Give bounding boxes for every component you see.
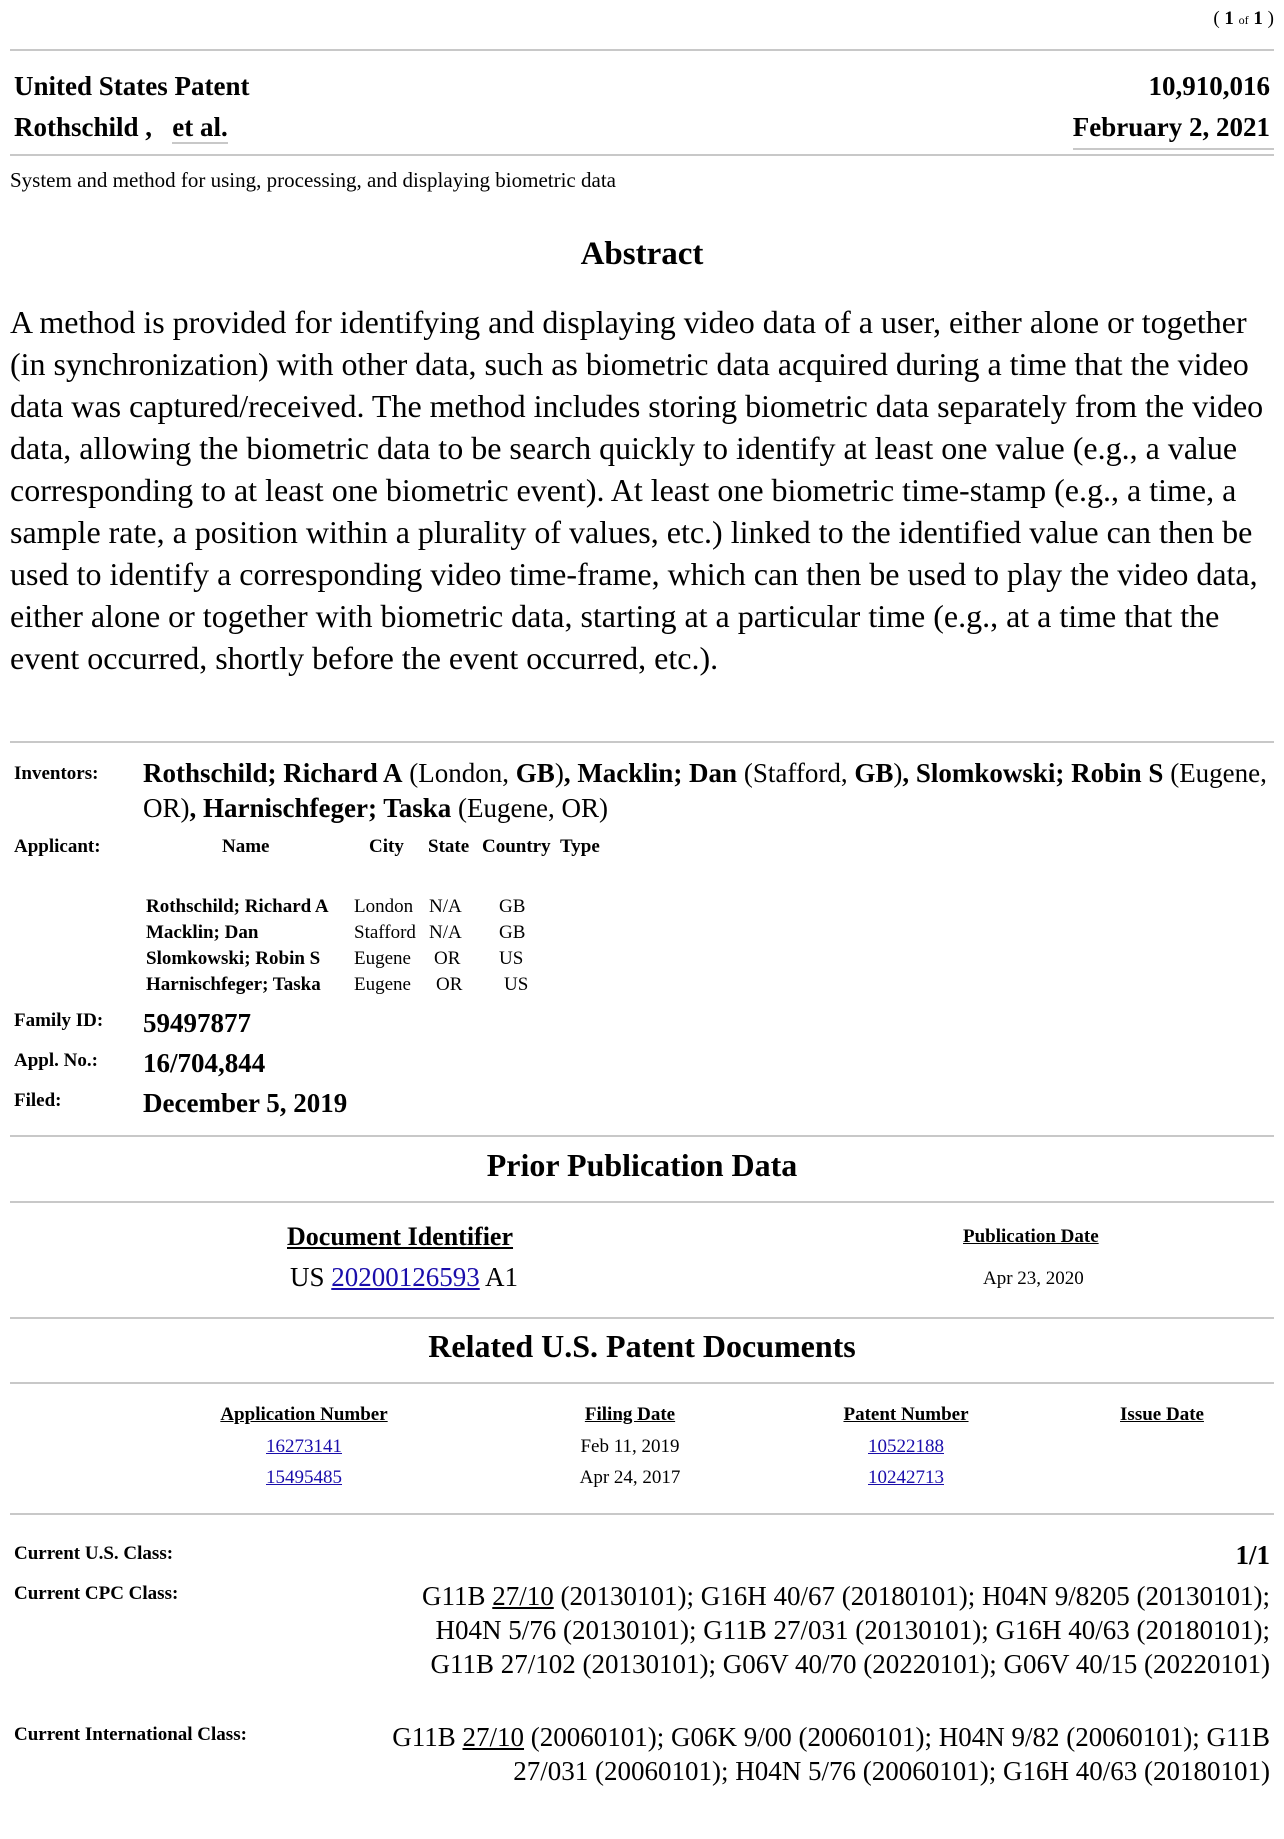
divider (10, 1135, 1274, 1137)
patent-number-link[interactable]: 10522188 (868, 1436, 944, 1457)
divider (10, 154, 1274, 156)
inventor-name: Rothschild; Richard A (143, 758, 403, 788)
applicant-country: US (504, 974, 529, 995)
divider (10, 1201, 1274, 1203)
issue-date: February 2, 2021 (1073, 107, 1274, 150)
applicant-city: Eugene (354, 974, 411, 995)
patent-office-title: United States Patent (14, 71, 250, 101)
applicant-country: US (499, 948, 524, 969)
abstract-text: A method is provided for identifying and displaying video data of a user, either alone or together (in synchronization) with other data, such as biometric data acquired during a time that the video data was captured/received. The method includes storing biometric data separately from the video data, allowing the biometric data to be search quickly to identify at least one value (e.g., a value corresponding to at least one biometric event). At least one biometric time-stamp (e.g., a time, a sample rate, a position within a plurality of values, etc.) linked to the identified value can then be used to identify a corresponding video time-frame, which can then be used to play the video data, either alone or together with biometric data, starting at a particular time (e.g., at a time that the event occurred, shortly before the event occurred, etc.). (10, 304, 1264, 676)
col-name: Name (222, 836, 270, 857)
filing-date: Feb 11, 2019 (580, 1436, 680, 1457)
applicant-name: Slomkowski; Robin S (146, 948, 321, 969)
inventors-list: Rothschild; Richard A (London, GB), Macklin; Dan (Stafford, GB), Slomkowski; Robin S (Eugene, OR), Harnischfeger; Taska (Eugene, OR) (143, 758, 1267, 823)
applicant-state: N/A (429, 922, 462, 943)
patent-number-header: Patent Number (843, 1404, 969, 1425)
inventor-city: Stafford (752, 758, 841, 788)
inventor-state: OR (143, 793, 181, 823)
issue-date-header: Issue Date (1120, 1404, 1204, 1425)
applicant-country: GB (499, 896, 526, 917)
application-number-link[interactable]: 15495485 (266, 1467, 342, 1488)
inventor-name: Slomkowski; Robin S (915, 758, 1164, 788)
applicant-city: Eugene (354, 948, 411, 969)
patent-number: 10,910,016 (1148, 71, 1270, 101)
intl-class-value (390, 1720, 1270, 1788)
cpc-first-link[interactable]: 27/10 (492, 1581, 554, 1611)
applicant-state: OR (434, 948, 461, 969)
applicant-city: Stafford (354, 922, 416, 943)
cpc-class-label: Current CPC Class: (14, 1583, 179, 1604)
inventor-name: Harnischfeger; Taska (203, 793, 452, 823)
appl-no-label: Appl. No.: (14, 1050, 98, 1071)
pager-open: ( (1213, 8, 1220, 29)
divider (10, 1382, 1274, 1384)
cpc-first-code: G11B (422, 1581, 486, 1611)
document-identifier (290, 1262, 518, 1293)
col-city: City (369, 836, 404, 857)
applicant-name: Rothschild; Richard A (146, 896, 329, 917)
doc-prefix: US (290, 1262, 325, 1292)
invention-title: System and method for using, processing, and displaying biometric data (10, 168, 616, 192)
inventor-name: Macklin; Dan (577, 758, 738, 788)
publication-number-link[interactable]: 20200126593 (331, 1262, 480, 1292)
intl-first-link[interactable]: 27/10 (462, 1722, 525, 1752)
filing-date-header: Filing Date (584, 1404, 676, 1425)
pager-current: 1 (1224, 8, 1234, 29)
col-state: State (428, 836, 470, 857)
filed-label: Filed: (14, 1090, 62, 1111)
filed-value: December 5, 2019 (143, 1088, 348, 1118)
us-class-label: Current U.S. Class: (14, 1543, 174, 1564)
divider (10, 49, 1274, 51)
inventor-city: Eugene (1179, 758, 1261, 788)
applicant-state: N/A (429, 896, 462, 917)
divider (10, 1513, 1274, 1515)
inventors-label: Inventors: (14, 763, 99, 784)
applicant-country: GB (499, 922, 526, 943)
abstract-heading: Abstract (580, 236, 704, 272)
col-type: Type (560, 836, 600, 857)
prior-publication-heading: Prior Publication Data (486, 1147, 798, 1183)
appl-no-value: 16/704,844 (143, 1048, 266, 1078)
divider (10, 741, 1274, 743)
applicant-city: London (354, 896, 414, 917)
publication-date-header: Publication Date (963, 1226, 1099, 1247)
applicant-state: OR (436, 974, 463, 995)
pager-total: 1 (1253, 8, 1263, 29)
intl-rest: (20060101); G06K 9/00 (20060101); H04N 9/82 (20060101); G11B 27/031 (20060101); H04N 5/76 (20060101); G16H 40/63 (20180101) (513, 1722, 1270, 1786)
inventor-short (10, 107, 228, 150)
cpc-rest: (20130101); G16H 40/67 (20180101); H04N 9/8205 (20130101); H04N 5/76 (20130101); G11B 27/031 (20130101); G16H 40/63 (20180101); G11B 27/102 (20130101); G06V 40/70 (20220101); G06V 40/15 (20220101) (430, 1581, 1270, 1679)
pager-of: of (1238, 13, 1249, 27)
applicant-name: Macklin; Dan (146, 922, 259, 943)
publication-date: Apr 23, 2020 (983, 1268, 1084, 1289)
family-id-label: Family ID: (14, 1010, 104, 1031)
application-number-link[interactable]: 16273141 (266, 1436, 342, 1457)
doc-kind: A1 (485, 1262, 519, 1292)
patent-number-link[interactable]: 10242713 (868, 1467, 944, 1488)
application-number-header: Application Number (220, 1404, 388, 1425)
cpc-class-value (390, 1579, 1270, 1681)
filing-date: Apr 24, 2017 (579, 1467, 681, 1488)
et-al: et al. (172, 112, 228, 142)
inventor-city: Eugene (467, 793, 548, 823)
us-class-value: 1/1 (1235, 1540, 1270, 1570)
inventor-city: London (418, 758, 503, 788)
inventor-country: GB (854, 758, 894, 788)
divider (10, 1317, 1274, 1319)
inventor-state: OR (561, 793, 600, 823)
document-identifier-header: Document Identifier (287, 1222, 514, 1251)
col-country: Country (482, 836, 551, 857)
intl-class-label: Current International Class: (14, 1724, 247, 1745)
applicant-name: Harnischfeger; Taska (146, 974, 321, 995)
pager-close: ) (1267, 8, 1274, 29)
family-id-value: 59497877 (143, 1008, 251, 1038)
page-indicator (10, 8, 1274, 30)
inventor-short-name: Rothschild , (14, 112, 153, 142)
applicant-label: Applicant: (14, 836, 101, 857)
patent-header (10, 66, 1274, 150)
intl-first-code: G11B (392, 1722, 456, 1752)
inventor-country: GB (515, 758, 555, 788)
related-documents-heading: Related U.S. Patent Documents (428, 1328, 856, 1364)
